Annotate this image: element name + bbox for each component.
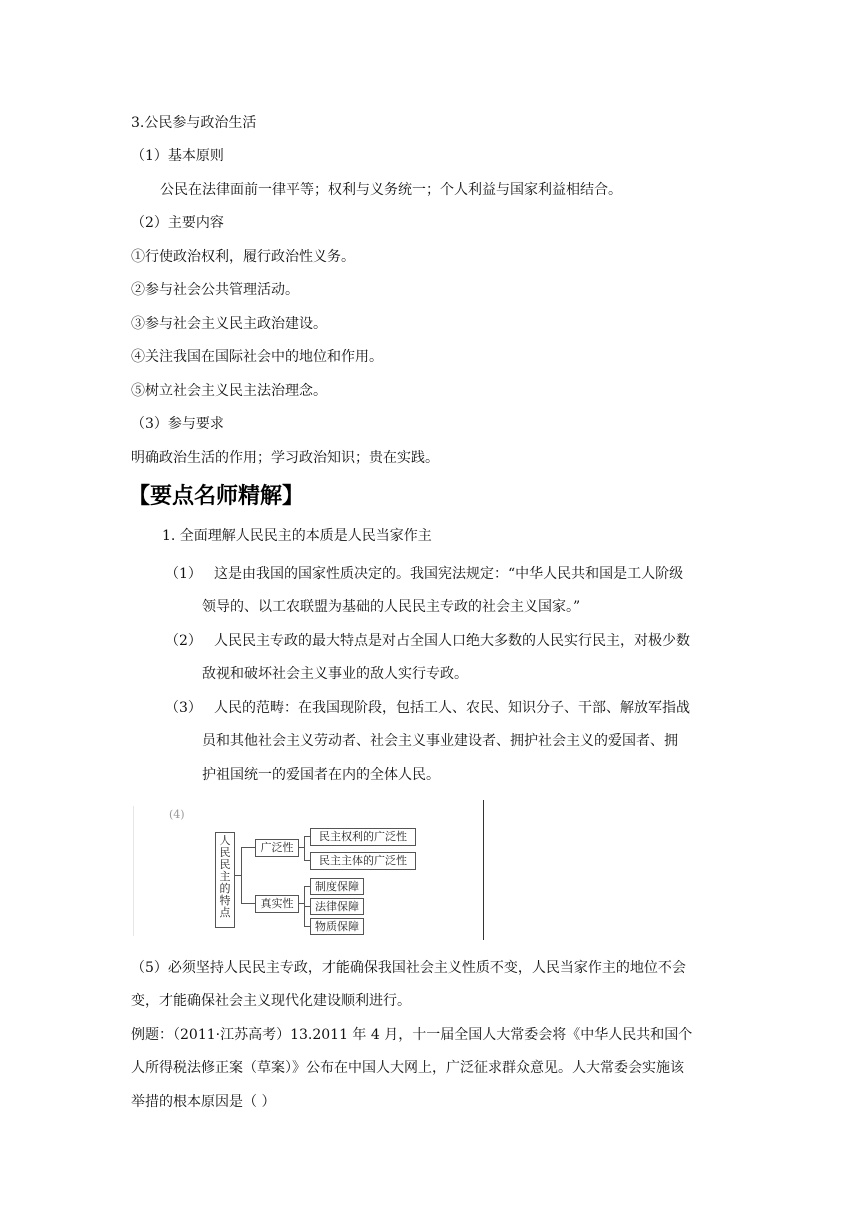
part3-sub1-text: 公民在法律面前一律平等；权利与义务统一；个人利益与国家利益相结合。 [160, 182, 622, 198]
example-line1: 例题：（2011·江苏高考）13.2011 年 4 月，十一届全国人大常委会将《中华人民共和国个 [131, 1027, 693, 1043]
p2-line2: 敌视和破坏社会主义事业的敌人实行专政。 [202, 666, 468, 682]
example-line2: 人所得税法修正案（草案）》公布在中国人大网上，广泛征求群众意见。人大常委会实施该 [131, 1060, 684, 1076]
p2-line1: 人民民主专政的最大特点是对占全国人口绝大多数的人民实行民主，对极少数 [214, 633, 690, 649]
p1-number: （1） [165, 566, 202, 582]
diagram-root: 人民民主的特点 [215, 832, 235, 928]
list-item: ③参与社会主义民主政治建设。 [131, 316, 327, 332]
diagram-branch-extensive: 广泛性 [255, 839, 299, 857]
diagram-leaf: 民主主体的广泛性 [310, 852, 416, 870]
part3-sub2-label: （2）主要内容 [131, 215, 224, 231]
p1-line2: 领导的、以工农联盟为基础的人民民主专政的社会主义国家。” [202, 599, 581, 615]
p3-line2: 员和其他社会主义劳动者、社会主义事业建设者、拥护社会主义的爱国者、拥 [202, 733, 678, 749]
list-item: ⑤树立社会主义民主法治理念。 [131, 383, 327, 399]
connector [241, 847, 242, 903]
example-line3: 举措的根本原因是（ ） [131, 1094, 276, 1110]
p5-line1: （5）必须坚持人民民主专政，才能确保我国社会主义性质不变，人民当家作主的地位不会 [131, 960, 686, 976]
diagram-label: (4) [169, 808, 185, 821]
connector [234, 875, 241, 876]
part3-sub1-label: （1）基本原则 [131, 148, 224, 164]
connector [304, 836, 305, 860]
diagram-branch-genuine: 真实性 [255, 895, 299, 913]
diagram-frame [133, 806, 486, 936]
p1-line1: 这是由我国的国家性质决定的。我国宪法规定：“中华人民共和国是工人阶级 [214, 566, 684, 582]
p5-line2: 变，才能确保社会主义现代化建设顺利进行。 [131, 993, 411, 1009]
list-item: ①行使政治权利，履行政治性义务。 [131, 249, 355, 265]
list-item: ②参与社会公共管理活动。 [131, 282, 299, 298]
p2-number: （2） [165, 633, 202, 649]
part3-sub3-label: （3）参与要求 [131, 416, 224, 432]
part3-sub3-text: 明确政治生活的作用；学习政治知识；贵在实践。 [131, 450, 439, 466]
connector [241, 847, 255, 848]
p3-line3: 护祖国统一的爱国者在内的全体人民。 [202, 767, 440, 783]
part3-title: 3.公民参与政治生活 [131, 115, 257, 131]
p3-line1: 人民的范畴：在我国现阶段，包括工人、农民、知识分子、干部、解放军指战 [214, 700, 690, 716]
features-diagram [133, 800, 493, 940]
point1-heading: 1. 全面理解人民民主的本质是人民当家作主 [162, 528, 432, 544]
diagram-leaf: 民主权利的广泛性 [310, 828, 416, 846]
section-title: 【要点名师精解】 [128, 484, 305, 509]
diagram-right-border [483, 800, 484, 940]
diagram-leaf: 制度保障 [310, 878, 364, 895]
p3-number: （3） [165, 700, 202, 716]
connector [241, 903, 255, 904]
diagram-leaf: 法律保障 [310, 898, 364, 915]
diagram-leaf: 物质保障 [310, 918, 364, 935]
list-item: ④关注我国在国际社会中的地位和作用。 [131, 349, 383, 365]
